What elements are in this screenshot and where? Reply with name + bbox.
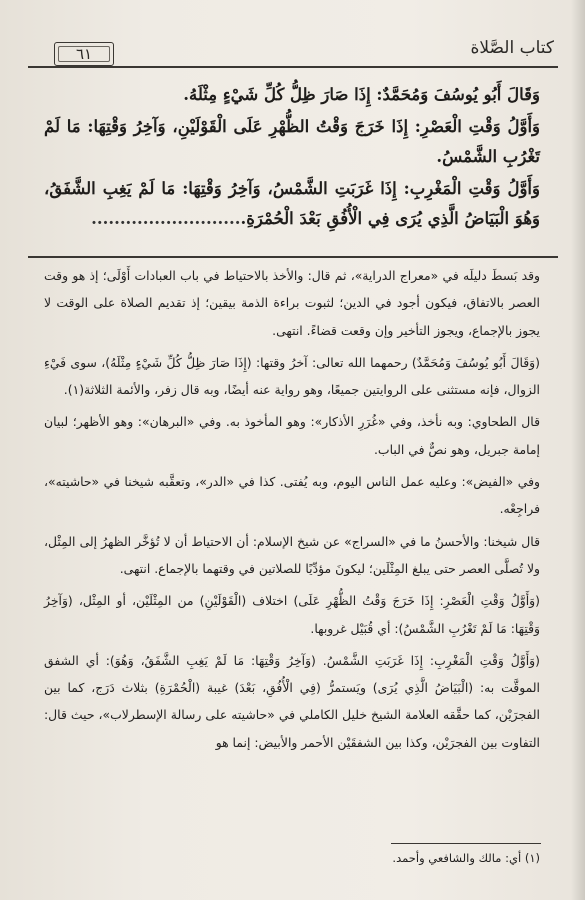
running-head: كتاب الصَّلاة	[470, 38, 554, 58]
sharh-paragraph: قال شيخنا: والأحسنُ ما في «السراج» عن شيخ الإسلام: أن الاحتياط أن لا تُؤخَّر الظهرُ إلى المِثْل، ولا تُصلَّى العصر حتى يبلغ المِثْلَين؛ ليكونَ مؤدِّيًا للصلاتين في وقتهما بالإجماع. انتهى.	[44, 533, 540, 576]
matn-paragraph: وَقَالَ أَبُو يُوسُفَ وَمُحَمَّدٌ: إِذَا صَارَ ظِلُّ كُلِّ شَيْءٍ مِثْلَهُ.	[183, 85, 540, 104]
sharh-paragraph: وقد بَسطَ دليلَه في «معراج الدراية»، ثم قال: والأخذ بالاحتياط في باب العبادات أَوْلَى؛ إذ هو وقت العصر بالاتفاق، فيكون أجود في الدين؛ لثبوت براءة الذمة بيقين؛ إذ تقديم الصلاة على الوقت لا يجوز بالإجماع، ويجوز التأخير وإن وقعت قضاءً. انتهى.	[44, 268, 540, 338]
matn-text	[44, 80, 540, 236]
dotted-leader: ..........................	[91, 209, 241, 228]
sharh-paragraph: قال الطحاوي: وبه نأخذ، وفي «غُرَرِ الأذكار»: وهو المأخوذ به. وفي «البرهان»: وهو الأظهر؛ لبيان إمامة جبريل، وهو نصٌّ في الباب.	[44, 414, 540, 457]
footnote-rule	[391, 843, 541, 844]
sharh-paragraph: (وَأَوَّلُ وَقْتِ الْمَغْرِبِ: إِذَا غَرَبَتِ الشَّمْسُ. (وَآخِرُ وَقْتِهَا: مَا لَمْ يَغِبِ الشَّفَقُ، وَهُوَ): أي الشفق الموقَّت به: (الْبَيَاضُ الَّذِي يُرَى) ويَستمرُّ (فِي الْأُفُقِ، بَعْدَ) غيبة (الْحُمْرَةِ) بثلاث دَرَج، كما بين الفجرَيْن، كما حقَّقه العلامة الشيخ خليل الكاملي في «حاشيته على رسالة الإسطرلاب»، حيث قال: التفاوت بين الفجرَيْن، وكذا بين الشفقَيْن الأحمر والأبيض: إنما هو	[44, 652, 540, 750]
header-rule	[28, 66, 558, 68]
matn-sentence: وَأَوَّلُ وَقْتِ الْمَغْرِبِ: إِذَا غَرَبَتِ الشَّمْسُ، وَآخِرُ وَقْتِهَا: مَا لَمْ يَغِبِ الشَّفَقُ، وَهُوَ الْبَيَاضُ الَّذِي يُرَى فِي الْأُفُقِ بَعْدَ الْحُمْرَةِ.	[44, 179, 540, 228]
page-header	[28, 36, 558, 72]
page-number: ٦١	[54, 42, 114, 66]
matn-paragraph	[44, 174, 540, 234]
matn-sharh-divider	[28, 256, 558, 258]
sharh-paragraph: (وَقَالَ أَبُو يُوسُفَ وَمُحَمَّدٌ) رحمهما الله تعالى: آخرُ وقتها: (إِذَا صَارَ ظِلُّ كُلِّ شَيْءٍ مِثْلَهُ)، سوى فَيْءِ الزوال، فإنه مستثنى على الروايتين جميعًا، وهو رواية عنه أيضًا، وبه قال زفر، والأئمة الثلاثة(١).	[44, 354, 540, 398]
sharh-paragraph: وفي «الفيض»: وعليه عمل الناس اليوم، وبه يُفتى. كذا في «الدر»، وتعقَّبه شيخنا في «حاشيته»، فراجِعْه.	[44, 474, 540, 517]
footnote: (١) أي: مالك والشافعي وأحمد.	[392, 851, 540, 865]
matn-paragraph: وَأَوَّلُ وَقْتِ الْعَصْرِ: إِذَا خَرَجَ وَقْتُ الظُّهْرِ عَلَى الْقَوْلَيْنِ، وَآخِرُ وَقْتِهَا: مَا لَمْ تَغْرُبِ الشَّمْسُ.	[44, 117, 540, 166]
sharh-commentary	[44, 262, 540, 756]
sharh-paragraph: (وَأَوَّلُ وَقْتِ الْعَصْرِ: إِذَا خَرَجَ وَقْتُ الظُّهْرِ عَلَى) اختلاف (الْقَوْلَيْنِ) من المِثْلَيْن، أو المِثْل، (وَآخِرُ وَقْتِهَا: مَا لَمْ تَغْرُبِ الشَّمْسُ): أي قُبَيْل غروبها.	[44, 593, 540, 636]
